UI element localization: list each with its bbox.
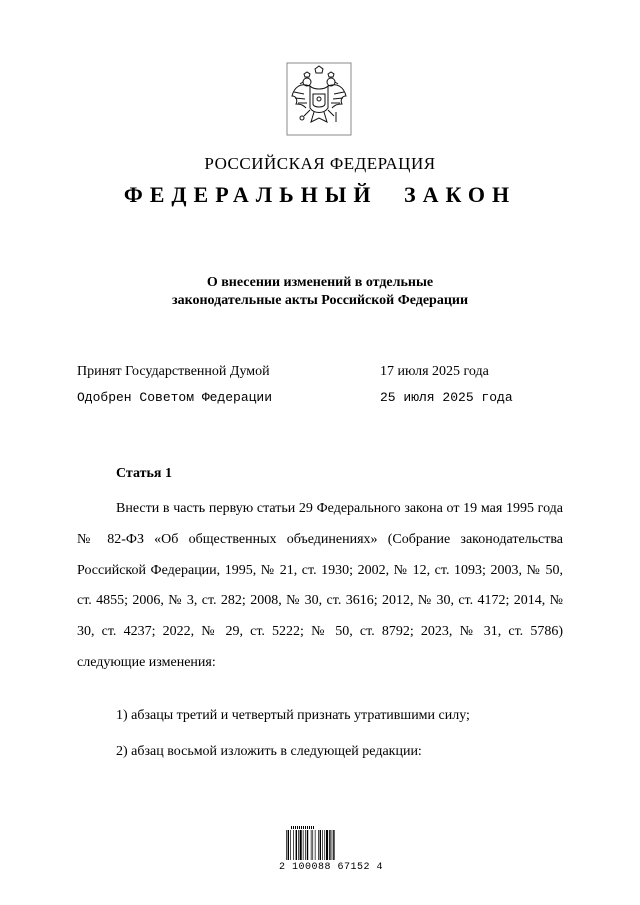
barcode-number: 2 100088 67152 4	[279, 862, 384, 873]
article-item-1: 1) абзацы третий и четвертый признать утратившими силу;	[116, 708, 470, 723]
law-title	[0, 274, 640, 310]
country-name: РОССИЙСКАЯ ФЕДЕРАЦИЯ	[204, 154, 436, 173]
article-body-paragraph: Внести в часть первую статьи 29 Федерального закона от 19 мая 1995 года № 82-ФЗ «Об общественных объединениях» (Собрание законодательства Российской Федерации, 1995, № 21, ст. 1930; 2002, № 12, ст. 1093; 2003, № 50, ст. 4855; 2006, № 3, ст. 282; 2008, № 30, ст. 3616; 2012, № 30, ст. 4172; 2014, № 30, ст. 4237; 2022, № 29, ст. 5222; № 50, ст. 8792; 2023, № 31, ст. 5786) следующие изменения:	[77, 501, 563, 670]
adopted-by-duma-date: 17 июля 2025 года	[380, 364, 489, 379]
law-title-line-1: О внесении изменений в отдельные	[206, 275, 434, 290]
approved-by-council-label: Одобрен Советом Федерации	[77, 390, 273, 405]
article-heading: Статья 1	[116, 466, 172, 481]
law-title-line-2: законодательные акты Российской Федерации	[171, 293, 469, 308]
coat-of-arms-emblem	[286, 62, 352, 136]
document-type-heading: ФЕДЕРАЛЬНЫЙ ЗАКОН	[123, 182, 517, 207]
approved-by-council-date: 25 июля 2025 года	[380, 390, 513, 405]
article-item-2: 2) абзац восьмой изложить в следующей редакции:	[116, 744, 422, 759]
barcode-image	[285, 826, 359, 866]
adopted-by-duma-label: Принят Государственной Думой	[77, 364, 270, 379]
